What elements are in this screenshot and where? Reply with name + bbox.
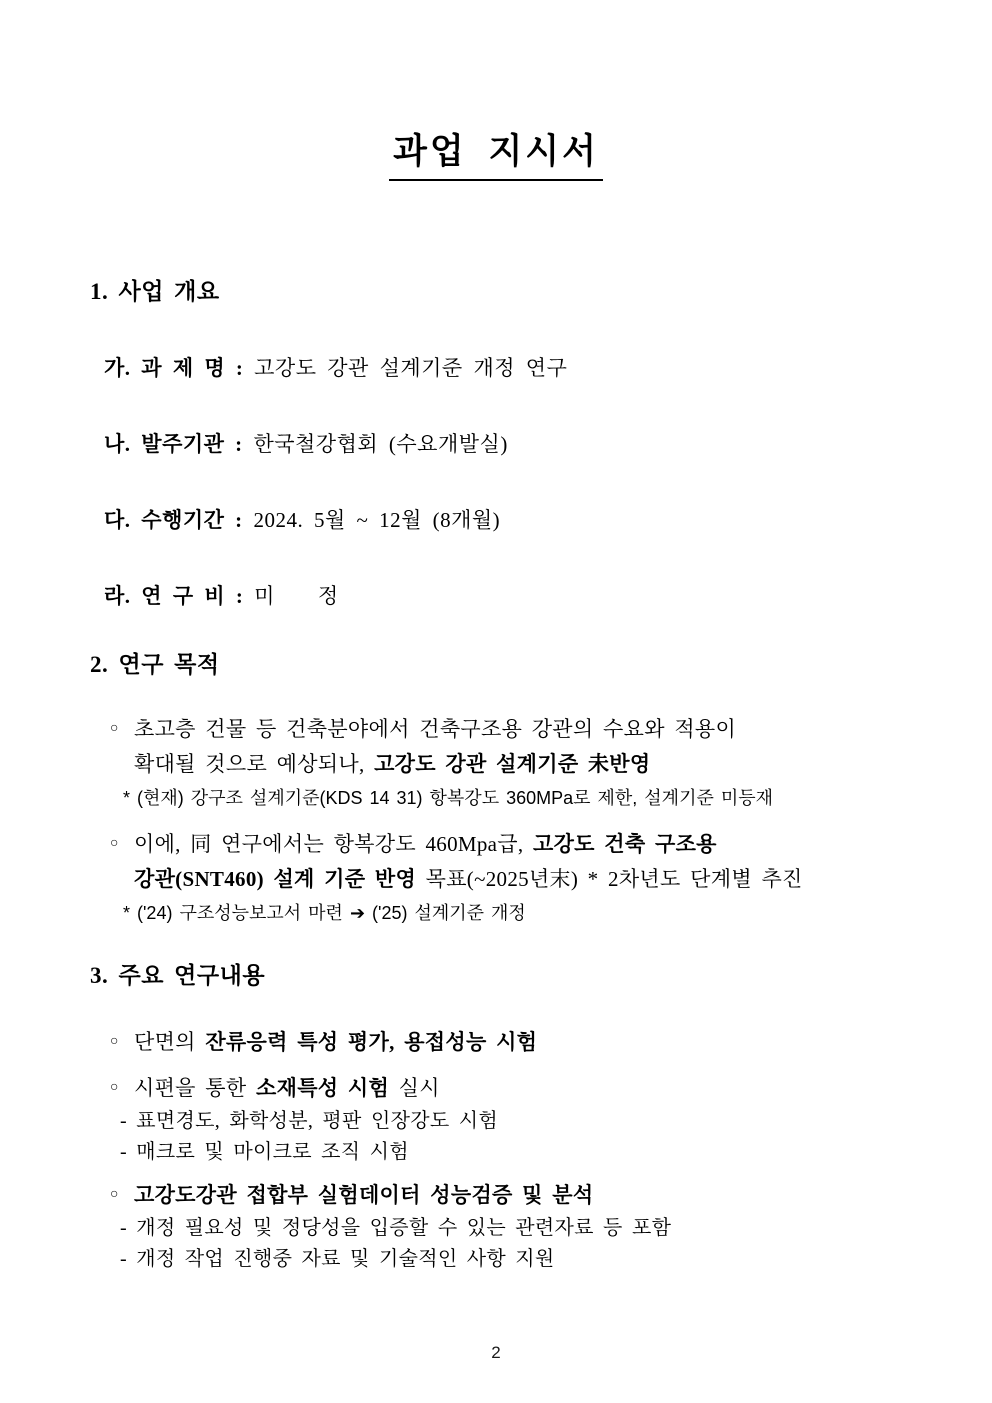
bullet-text [134, 712, 908, 782]
list-item-ordering-agency [104, 430, 908, 458]
section-3-heading: 3. 주요 연구내용 [90, 963, 266, 988]
circle-bullet-icon: ○ [110, 1034, 119, 1049]
document-title: 과업 지시서 [389, 124, 603, 181]
text-segment: 목표(~2025년末) * 2차년도 단계별 추진 [416, 867, 803, 891]
list-item-period [104, 506, 908, 534]
list-item-project-name [104, 354, 908, 382]
circle-bullet-icon: ○ [110, 721, 119, 736]
text-segment-bold: 잔류응력 특성 평가, 용접성능 시험 [205, 1030, 538, 1054]
bullet-line [134, 827, 908, 862]
sub-item: - 개정 필요성 및 정당성을 입증할 수 있는 관련자료 등 포함 [120, 1217, 672, 1239]
item-value: 2024. 5월 ~ 12월 (8개월) [253, 508, 501, 532]
sub-item: - 개정 작업 진행중 자료 및 기술적인 사항 지원 [120, 1248, 555, 1270]
footnote: * (현재) 강구조 설계기준(KDS 14 31) 항복강도 360MPa로 제한, 설계기준 미등재 [123, 788, 774, 808]
text-segment: 확대될 것으로 예상되나, [134, 752, 375, 776]
item-value: 미 정 [254, 584, 339, 608]
text-segment: 단면의 [134, 1030, 206, 1054]
text-segment-bold: 소재특성 시험 [256, 1076, 390, 1100]
circle-bullet-icon: ○ [110, 1080, 119, 1095]
item-label: 다. 수행기간 : [104, 508, 243, 532]
section-1-heading: 1. 사업 개요 [90, 279, 220, 304]
item-label: 라. 연 구 비 : [104, 584, 244, 608]
list-item [110, 1178, 908, 1213]
bullet-line [134, 747, 908, 782]
sub-item-group [120, 1106, 908, 1168]
text-segment-bold: 고강도강관 접합부 실험데이터 성능검증 및 분석 [134, 1183, 594, 1207]
document-body [0, 278, 992, 1275]
item-label: 가. 과 제 명 : [104, 356, 244, 380]
text-segment-bold: 고강도 강관 설계기준 未반영 [374, 752, 651, 776]
sub-item-group [120, 1213, 908, 1275]
bullet-line [134, 1071, 908, 1106]
bullet-text [134, 827, 908, 897]
text-segment: 이에, 同 연구에서는 항복강도 460Mpa급, [134, 832, 533, 856]
text-segment-bold: 고강도 건축 구조용 [532, 832, 717, 856]
sub-item: - 표면경도, 화학성분, 평판 인장강도 시험 [120, 1110, 498, 1132]
list-item [110, 712, 908, 782]
page-number: 2 [491, 1343, 501, 1362]
bullet-text [134, 1178, 908, 1213]
item-value: 한국철강협회 (수요개발실) [253, 432, 508, 456]
bullet-line [134, 712, 908, 747]
footnote: * ('24) 구조성능보고서 마련 ➔ ('25) 설계기준 개정 [123, 903, 526, 923]
section-2-heading: 2. 연구 목적 [90, 652, 220, 677]
list-item [110, 827, 908, 897]
list-item [110, 1071, 908, 1106]
circle-bullet-icon: ○ [110, 1187, 119, 1202]
title-container [0, 0, 992, 181]
bullet-line [134, 862, 908, 897]
bullet-text [134, 1071, 908, 1106]
bullet-text [134, 1025, 908, 1060]
sub-item: - 매크로 및 마이크로 조직 시험 [120, 1141, 409, 1163]
text-segment: 초고층 건물 등 건축분야에서 건축구조용 강관의 수요와 적용이 [134, 717, 737, 741]
bullet-line [134, 1178, 908, 1213]
text-segment-bold: 강관(SNT460) 설계 기준 반영 [134, 867, 417, 891]
list-item [110, 1025, 908, 1060]
item-value: 고강도 강관 설계기준 개정 연구 [254, 356, 568, 380]
item-label: 나. 발주기관 : [104, 432, 243, 456]
bullet-line [134, 1025, 908, 1060]
circle-bullet-icon: ○ [110, 836, 119, 851]
text-segment: 실시 [389, 1076, 440, 1100]
text-segment: 시편을 통한 [134, 1076, 257, 1100]
list-item-budget [104, 582, 908, 610]
